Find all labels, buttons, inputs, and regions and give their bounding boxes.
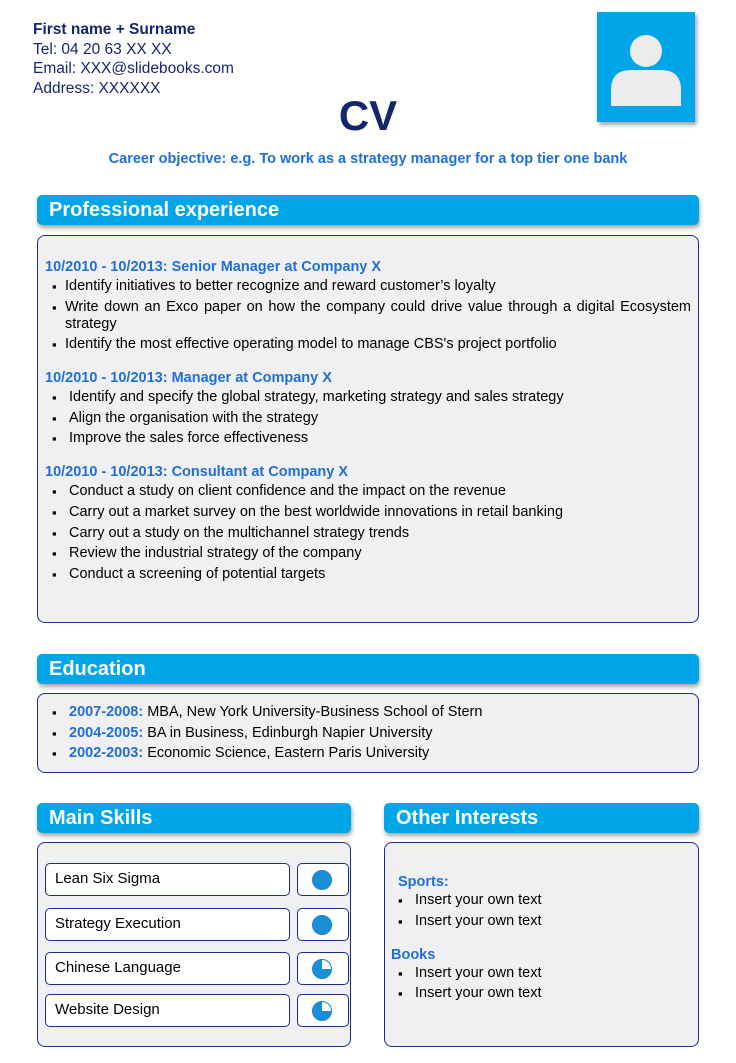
skill-level-fill — [313, 916, 332, 935]
career-objective: Career objective: e.g. To work as a strategy manager for a top tier one bank — [108, 151, 628, 167]
skill-name: Strategy Execution — [45, 908, 290, 941]
skills-header: Main Skills — [37, 803, 351, 833]
education-item — [45, 704, 691, 721]
job-bullets — [45, 483, 691, 582]
job-bullets — [45, 278, 691, 353]
interest-bullets — [391, 965, 694, 1003]
skill-level-pie-icon — [311, 914, 333, 936]
job-bullet: ▪ Improve the sales force effectiveness — [45, 430, 691, 447]
skill-level-pie-icon — [311, 958, 333, 980]
job-title: 10/2010 - 10/2013: Senior Manager at Company X — [45, 259, 382, 275]
experience-header: Professional experience — [37, 195, 699, 225]
skill-name: Website Design — [45, 994, 290, 1027]
email: Email: XXX@slidebooks.com — [33, 60, 234, 77]
job-entry — [45, 463, 691, 582]
education-degree: BA in Business, Edinburgh Napier University — [143, 724, 433, 741]
education-degree: MBA, New York University-Business School of Stern — [143, 704, 483, 720]
interest-title: Books — [391, 946, 436, 963]
job-bullet: ▪ Identify and specify the global strategy, marketing strategy and sales strategy — [45, 389, 691, 406]
skill-level-pie-icon — [311, 1000, 333, 1022]
education-item — [45, 745, 691, 762]
job-title: 10/2010 - 10/2013: Manager at Company X — [45, 370, 332, 387]
education-item — [45, 725, 691, 742]
job-bullet: ▪ Carry out a market survey on the best worldwide innovations in retail banking — [45, 504, 691, 521]
experience-panel — [37, 235, 699, 623]
jobs-list — [45, 258, 691, 583]
interest-bullet: ▪ Insert your own text — [391, 892, 694, 909]
education-panel — [37, 693, 699, 773]
skill-level-pie-icon — [311, 869, 333, 891]
skill-level-fill — [313, 871, 332, 890]
address: Address: XXXXXX — [33, 79, 161, 97]
job-bullet: ▪ Identify the most effective operating model to manage CBS's project portfolio — [45, 336, 691, 353]
interest-bullets — [391, 892, 694, 930]
skill-level-indicator — [297, 908, 349, 941]
cv-title: CV — [338, 92, 398, 139]
job-bullet: ▪ Align the organisation with the strategy — [45, 410, 691, 427]
job-title: 10/2010 - 10/2013: Consultant at Company X — [45, 464, 348, 481]
skill-level-indicator — [297, 994, 349, 1027]
job-bullet: ▪ Carry out a study on the multichannel strategy trends — [45, 525, 691, 542]
education-years: 2002-2003: — [69, 745, 144, 762]
job-bullet: ▪ Identify initiatives to better recognize and reward customer’s loyalty — [45, 278, 691, 295]
job-entry — [45, 258, 691, 353]
interest-group — [391, 873, 694, 930]
interests-panel — [384, 842, 699, 1047]
job-bullets — [45, 389, 691, 447]
job-bullet: ▪ Review the industrial strategy of the company — [45, 545, 691, 562]
job-bullet: ▪ Write down an Exco paper on how the company could drive value through a digital Ecosystem strategy — [45, 299, 691, 333]
education-header: Education — [37, 654, 699, 684]
job-entry — [45, 369, 691, 447]
interest-bullet: ▪ Insert your own text — [391, 965, 694, 982]
education-degree: Economic Science, Eastern Paris University — [143, 745, 430, 762]
contact-info — [33, 20, 234, 98]
skill-level-indicator — [297, 952, 349, 985]
interest-bullet: ▪ Insert your own text — [391, 985, 694, 1002]
telephone: Tel: 04 20 63 XX XX — [33, 40, 172, 58]
interest-group — [391, 946, 694, 1003]
education-years: 2007-2008: — [69, 704, 144, 720]
full-name: First name + Surname — [33, 21, 196, 38]
interests-list — [391, 873, 694, 1002]
interest-title: Sports: — [398, 874, 449, 890]
skill-level-indicator — [297, 863, 349, 896]
job-bullet: ▪ Conduct a study on client confidence and the impact on the revenue — [45, 483, 691, 500]
interest-bullet: ▪ Insert your own text — [391, 913, 694, 930]
skills-panel — [37, 842, 351, 1047]
skill-name: Lean Six Sigma — [45, 863, 290, 896]
skill-name: Chinese Language — [45, 952, 290, 985]
interests-header: Other Interests — [384, 803, 699, 833]
education-list — [45, 704, 691, 762]
education-years: 2004-2005: — [69, 724, 144, 741]
job-bullet: ▪ Conduct a screening of potential targets — [45, 566, 691, 583]
